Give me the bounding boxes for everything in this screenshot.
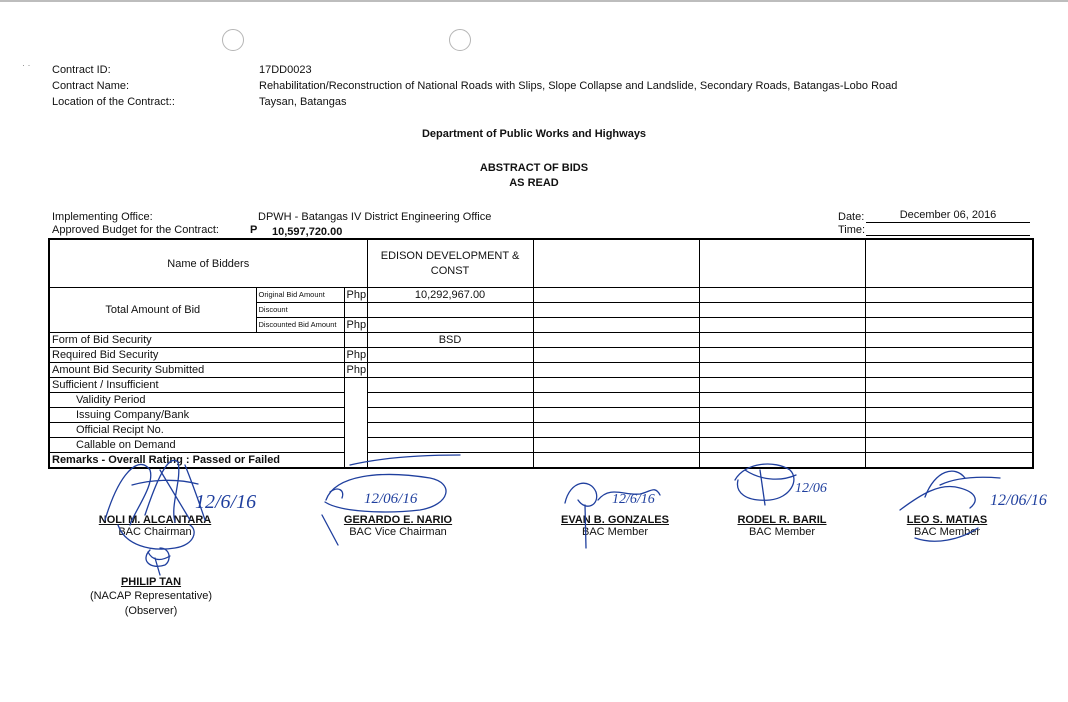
official-receipt-label: Official Recipt No. [49, 423, 344, 438]
amount-bid-security-label: Amount Bid Security Submitted [49, 363, 344, 378]
signatory-3 [540, 514, 690, 538]
page-top-border [0, 0, 1068, 2]
total-amount-label: Total Amount of Bid [49, 288, 256, 333]
signatory-4-role: BAC Member [748, 526, 816, 538]
table-row [49, 239, 1033, 288]
date-ink-3: 12/6/16 [612, 492, 655, 507]
location-value: Taysan, Batangas [259, 96, 347, 108]
signatory-5-role: BAC Member [913, 526, 981, 538]
bidder-2-name [533, 239, 699, 288]
scan-mark: · · [22, 60, 31, 70]
bidder-3-name [699, 239, 865, 288]
signatory-4-name: RODEL R. BARIL [737, 514, 827, 526]
table-row [49, 393, 1033, 408]
signatory-1-role: BAC Chairman [118, 526, 192, 538]
signatory-3-role: BAC Member [581, 526, 649, 538]
abstract-of-bids-table [48, 238, 1034, 469]
discount-label: Discount [256, 303, 344, 318]
required-bid-security-label: Required Bid Security [49, 348, 344, 363]
contract-id-label: Contract ID: [52, 64, 111, 76]
bidder-4-name [865, 239, 1033, 288]
table-row [49, 333, 1033, 348]
location-label: Location of the Contract:: [52, 96, 175, 108]
punch-hole-left [222, 29, 244, 51]
table-row [49, 438, 1033, 453]
remarks-label: Remarks - Overall Rating : Passed or Failed [49, 453, 344, 469]
table-row [49, 378, 1033, 393]
date-ink-2: 12/06/16 [364, 491, 418, 507]
signatory-5 [872, 514, 1022, 538]
signatory-5-name: LEO S. MATIAS [906, 514, 988, 526]
time-value [866, 222, 1030, 236]
observer-role: (NACAP Representative) [89, 590, 213, 602]
abc-value: 10,597,720.00 [272, 226, 343, 238]
php-label: Php [344, 363, 367, 378]
date-ink-5: 12/06/16 [990, 492, 1047, 509]
bidder-1-original-bid: 10,292,967.00 [367, 288, 533, 303]
contract-name-label: Contract Name: [52, 80, 130, 92]
observer-note: (Observer) [124, 605, 178, 617]
signatory-2-name: GERARDO E. NARIO [343, 514, 453, 526]
validity-period-label: Validity Period [49, 393, 344, 408]
form-bid-security-label: Form of Bid Security [49, 333, 344, 348]
table-row [49, 453, 1033, 469]
table-row [49, 348, 1033, 363]
signatory-2-role: BAC Vice Chairman [349, 526, 447, 538]
date-ink-1: 12/6/16 [195, 491, 257, 513]
discounted-bid-label: Discounted Bid Amount [256, 318, 344, 333]
issuing-company-label: Issuing Company/Bank [49, 408, 344, 423]
table-row [49, 363, 1033, 378]
signatory-1 [80, 514, 230, 538]
php-label: Php [344, 348, 367, 363]
date-label: Date: [838, 211, 865, 223]
original-bid-label: Original Bid Amount [256, 288, 344, 303]
sufficient-label: Sufficient / Insufficient [49, 378, 344, 393]
table-row [49, 288, 1033, 303]
bidder-1-name: EDISON DEVELOPMENT & CONST [367, 239, 533, 288]
table-row [49, 423, 1033, 438]
time-label: Time: [838, 224, 866, 236]
abstract-title: ABSTRACT OF BIDS [479, 162, 589, 174]
abc-currency: P [250, 224, 258, 236]
observer-block [76, 576, 226, 617]
implementing-office-value: DPWH - Batangas IV District Engineering Office [258, 211, 492, 223]
callable-on-demand-label: Callable on Demand [49, 438, 344, 453]
signatory-2 [318, 514, 478, 538]
contract-id-value: 17DD0023 [259, 64, 312, 76]
date-value: December 06, 2016 [866, 208, 1030, 223]
signatory-1-name: NOLI M. ALCANTARA [98, 514, 212, 526]
contract-name-value: Rehabilitation/Reconstruction of National Roads with Slips, Slope Collapse and Landslide, Secondary Roads, Batangas-Lobo Road [259, 80, 898, 92]
bidder-1-form-bid-security: BSD [367, 333, 533, 348]
punch-hole-right [449, 29, 471, 51]
date-ink-4: 12/06 [795, 481, 827, 496]
as-read-title: AS READ [509, 177, 559, 189]
php-label: Php [344, 318, 367, 333]
implementing-office-label: Implementing Office: [52, 211, 153, 223]
abc-label: Approved Budget for the Contract: [52, 224, 219, 236]
signatory-3-name: EVAN B. GONZALES [561, 514, 669, 526]
signatory-4 [707, 514, 857, 538]
observer-name: PHILIP TAN [120, 576, 182, 588]
table-row [49, 408, 1033, 423]
name-of-bidders-header: Name of Bidders [49, 239, 367, 288]
department-title: Department of Public Works and Highways [421, 128, 647, 140]
php-label: Php [344, 288, 367, 303]
